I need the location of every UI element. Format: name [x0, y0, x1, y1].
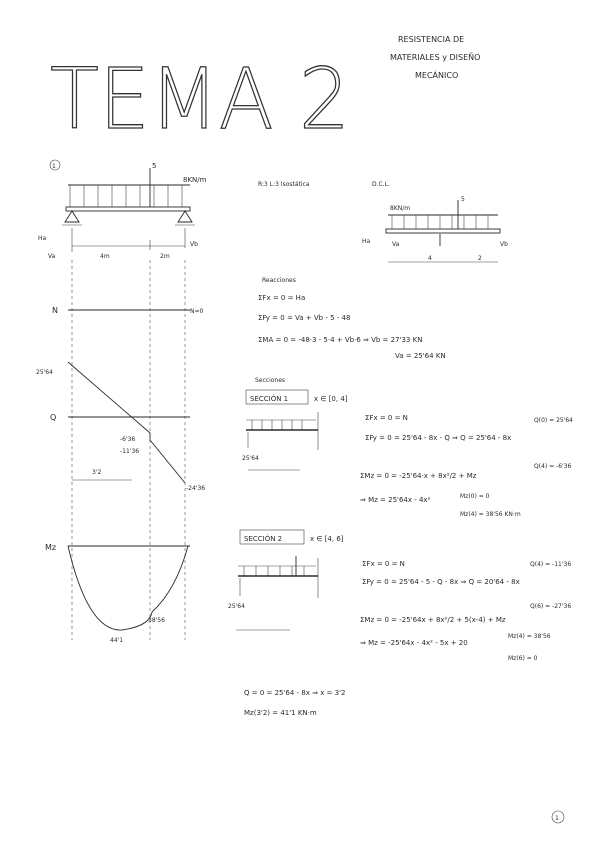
final-eq2: Mz(3'2) = 41'1 KN·m — [244, 709, 317, 717]
reaction-va: Va — [48, 253, 56, 260]
s1-q4: Q(4) = -6'36 — [534, 463, 572, 470]
section-2-range: x ∈ [4, 6] — [310, 535, 344, 543]
s1-m0: Mz(0) = 0 — [460, 493, 490, 500]
q-top-value: 25'64 — [36, 369, 53, 376]
s2-eq3: ΣMz = 0 = -25'64x + 8x²/2 + 5(x-4) + Mz — [360, 616, 506, 624]
s2-m6: Mz(6) = 0 — [508, 655, 538, 662]
point-load-value: 5 — [152, 162, 157, 170]
page-title: TEMA 2 — [50, 50, 350, 148]
bending-moment-diagram — [45, 543, 190, 644]
s1-m4: Mz(4) = 38'56 KN·m — [460, 511, 521, 518]
n-zero-label: N=0 — [190, 308, 204, 315]
dim-right: 2m — [160, 253, 170, 260]
reactions-block — [258, 277, 446, 360]
section-1-range: x ∈ [0, 4] — [314, 395, 348, 403]
reactions-eq3: ΣMA = 0 = -48·3 - 5·4 + Vb·6 ⇒ Vb = 27'33 KN — [258, 336, 423, 344]
normal-force-diagram — [52, 306, 204, 315]
n-axis-label: N — [52, 306, 58, 315]
dcl-va: Va — [392, 241, 400, 248]
q-mid-value: -6'36 — [120, 436, 136, 443]
dcl-point-load: 5 — [461, 196, 465, 203]
s1-eq1: ΣFx = 0 = N — [365, 414, 408, 422]
s2-m4: Mz(4) = 38'56 — [508, 633, 551, 640]
s1-eq2: ΣFy = 0 = 25'64 - 8x - Q ⇒ Q = 25'64 - 8x — [365, 434, 512, 442]
section-1-load: 25'64 — [242, 455, 259, 462]
section-2-load: 25'64 — [228, 603, 245, 610]
section-1-title: SECCIÓN 1 — [250, 395, 289, 403]
q-bottom-value: -24'36 — [186, 485, 206, 492]
s2-q6: Q(6) = -27'36 — [530, 603, 572, 610]
q-mid2-value: -11'36 — [120, 448, 140, 455]
section-2-block — [228, 530, 571, 662]
mz-axis-label: Mz — [45, 543, 57, 552]
s1-q0: Q(0) = 25'64 — [534, 417, 573, 424]
final-eq1: Q = 0 = 25'64 - 8x ⇒ x = 3'2 — [244, 689, 346, 697]
reaction-vb: Vb — [190, 241, 198, 248]
mz-max-value: 44'1 — [110, 637, 124, 644]
s1-eq4: ⇒ Mz = 25'64x - 4x² — [360, 496, 431, 504]
title-block — [50, 35, 480, 148]
dcl-load-label: 8KN/m — [390, 205, 411, 212]
dcl-vb: Vb — [500, 241, 508, 248]
dcl-ha: Ha — [362, 238, 371, 245]
section-1-block — [242, 390, 573, 518]
problem-number: 1 — [52, 163, 56, 170]
reactions-eq4: Va = 25'64 KN — [395, 352, 446, 360]
course-line-3: MECÁNICO — [415, 71, 459, 80]
course-line-2: MATERIALES y DISEÑO — [390, 53, 481, 62]
q-axis-label: Q — [50, 413, 57, 422]
page-number: 1 — [555, 815, 559, 822]
s1-eq3: ΣMz = 0 = -25'64·x + 8x²/2 + Mz — [360, 472, 477, 480]
dim-left: 4m — [100, 253, 110, 260]
sections-title: Secciones — [255, 377, 286, 384]
mz-right-value: 38'56 — [148, 617, 165, 624]
free-body-diagram — [362, 196, 508, 262]
beam-diagram — [38, 160, 207, 260]
dist-load-label: 8KN/m — [183, 176, 207, 184]
step3-text: D.C.L. — [372, 181, 390, 188]
dcl-dim2: 2 — [478, 255, 482, 262]
section-2-title: SECCIÓN 2 — [244, 535, 283, 543]
shear-force-diagram — [36, 362, 205, 492]
course-line-1: RESISTENCIA DE — [398, 35, 465, 44]
s2-q4: Q(4) = -11'36 — [530, 561, 572, 568]
reactions-eq1: ΣFx = 0 = Ha — [258, 294, 306, 302]
q-zero-distance: 3'2 — [92, 469, 102, 476]
reactions-eq2: ΣFy = 0 = Va + Vb - 5 - 48 — [258, 314, 351, 322]
reaction-ha: Ha — [38, 235, 47, 242]
s2-eq1: ΣFx = 0 = N — [362, 560, 405, 568]
final-result-block — [244, 689, 346, 717]
s2-eq2: ΣFy = 0 = 25'64 - 5 - Q - 8x ⇒ Q = 20'64 - 8x — [362, 578, 520, 586]
step2-text: R:3 L:3 Isostática — [258, 181, 310, 188]
reactions-title: Reacciones — [262, 277, 296, 284]
s2-eq4: ⇒ Mz = -25'64x - 4x² - 5x + 20 — [360, 639, 468, 647]
dcl-dim1: 4 — [428, 255, 432, 262]
